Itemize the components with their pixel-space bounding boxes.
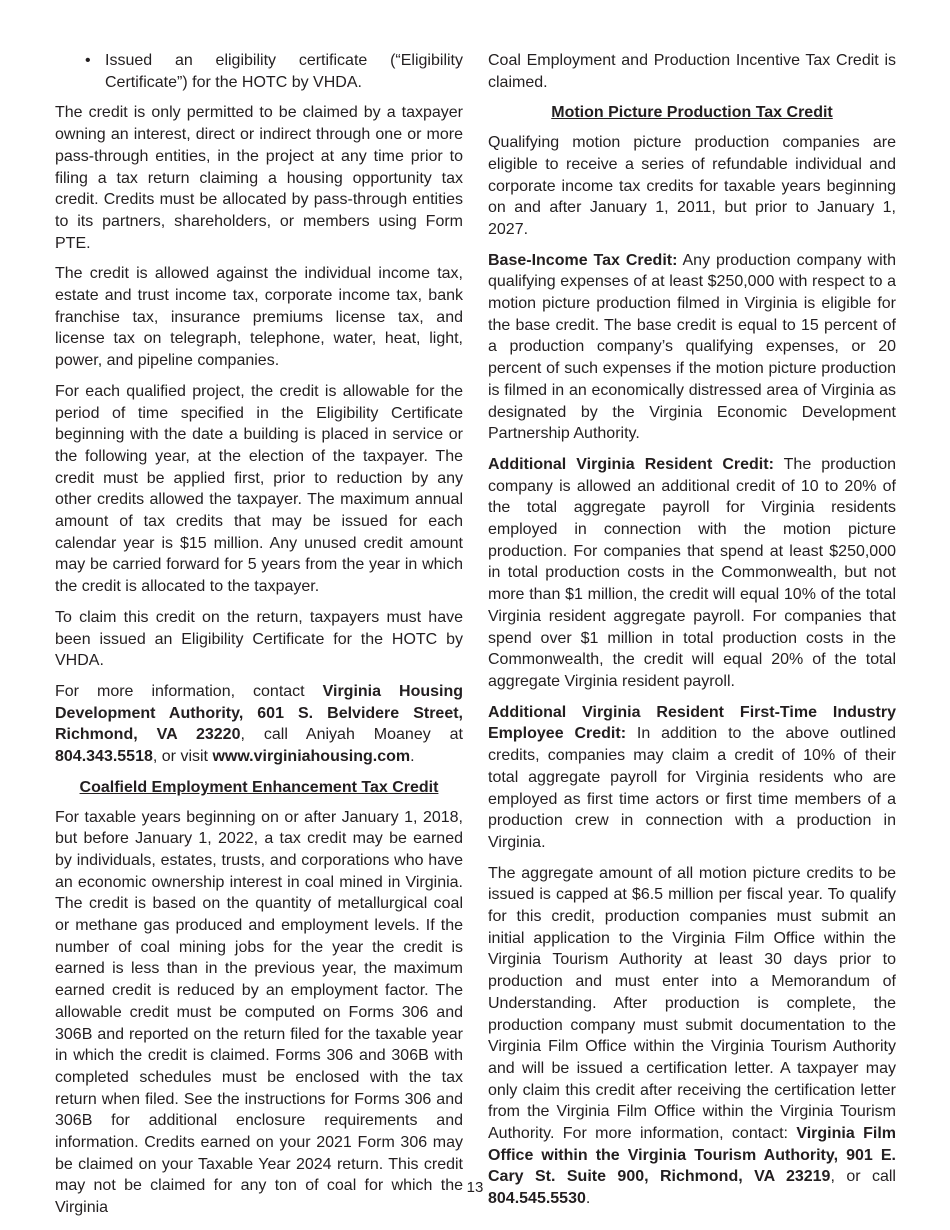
bullet-icon: • [85, 52, 91, 69]
text-run: Issued an eligibility certificate (“Eligibility Certificate”) for the HOTC by VHDA. [105, 52, 463, 91]
left-column [55, 50, 463, 1228]
paragraph [488, 250, 896, 445]
paragraph [55, 381, 463, 598]
text-run: . [585, 1190, 591, 1208]
paragraph [55, 607, 463, 672]
text-run: . [410, 748, 415, 766]
text-run: The aggregate amount of all motion picture credits to be issued is capped at $6.5 million per fiscal year. To qualify for this credit, production companies must submit an initial application to the Virginia Film Office within the Virginia Tourism Authority at least 30 days prior to production and must enter into a Memorandum of Understanding. After production is complete, the production company must submit documentation to the Virginia Film Office within the Virginia Tourism Authority and will be issued a certification letter. A taxpayer may only claim this credit after receiving the certification letter from the Virginia Film Office within the Virginia Tourism Authority. For more information, contact: [488, 864, 896, 1143]
paragraph [488, 863, 896, 1210]
paragraph [488, 132, 896, 241]
section-heading [488, 102, 896, 124]
section-heading [55, 777, 463, 799]
bold-text: Virginia Film Office within the Virginia Tourism Authority, 901 E. Cary St. Suite 900, Richmond, VA 23219 [488, 1125, 896, 1186]
text-run: For more information, contact [55, 682, 323, 700]
paragraph [55, 263, 463, 372]
text-run: Any production company with qualifying expenses of at least $250,000 with respect to a motion picture production filmed in Virginia is eligible for the base credit. The base credit is equal to 15 percent of a production company’s qualifying expenses, or 20 percent of such expenses if the motion picture production is filmed in an economically distressed area of Virginia as designated by the Virginia Economic Development Partnership Authority. [488, 251, 897, 443]
text-run: , or call [830, 1168, 896, 1186]
right-column [488, 50, 896, 1219]
paragraph [55, 102, 463, 254]
bullet-item [85, 50, 463, 93]
text-run: The production company is allowed an additional credit of 10 to 20% of the total aggregate payroll for Virginia residents employed in connection with the motion picture production. For companies that spend at least $250,000 in total production costs in the Commonwealth, but not more than $1 million, the credit will equal 10% of the total Virginia resident aggregate payroll. For companies that spend over $1 million in total production costs in the Commonwealth, the credit will equal 20% of the total aggregate Virginia resident payroll. [488, 455, 896, 690]
bold-text: 804.343.5518 [55, 748, 153, 766]
text-run: For each qualified project, the credit is allowable for the period of time specified in the Eligibility Certificate beginning with the date a building is placed in service or the following year, at the election of the taxpayer. The credit must be applied first, prior to reduction by any other credits allowed the taxpayer. The maximum annual amount of tax credits that may be issued for each calendar year is $15 million. Any unused credit amount may be carried forward for 5 years from the year in which the credit is allocated to the taxpayer. [55, 382, 463, 596]
paragraph [488, 50, 896, 93]
bold-text: www.virginiahousing.com [212, 748, 411, 766]
paragraph [55, 807, 463, 1219]
bold-text: Additional Virginia Resident Credit: [488, 455, 774, 473]
text-run: , or visit [152, 748, 213, 766]
paragraph [488, 454, 896, 693]
text-run: Motion Picture Production Tax Credit [551, 104, 833, 122]
bullet-text [105, 50, 463, 93]
bold-text: Additional Virginia Resident First-Time Industry Employee Credit: [488, 703, 896, 743]
bold-text: Virginia Housing Development Authority, 601 S. Belvidere Street, Richmond, VA 23220 [55, 682, 464, 744]
text-run: The credit is only permitted to be claimed by a taxpayer owning an interest, direct or indirect through one or more pass-through entities, in the project at any time prior to filing a tax return claiming a housing opportunity tax credit. Credits must be allocated by pass-through entities to its partners, shareholders, or members using Form PTE. [55, 104, 463, 252]
text-run: To claim this credit on the return, taxpayers must have been issued an Eligibility Certificate for the HOTC by VHDA. [55, 608, 463, 670]
text-run: Qualifying motion picture production companies are eligible to receive a series of refundable individual and corporate income tax credits for taxable years beginning on and after January 1, 2011, but prior to January 1, 2027. [488, 134, 896, 238]
text-run: The credit is allowed against the individual income tax, estate and trust income tax, corporate income tax, bank franchise tax, insurance premiums license tax, and license tax on telegraph, telephone, water, heat, light, power, and pipeline companies. [55, 265, 463, 370]
bold-text: 804.545.5530 [488, 1190, 586, 1208]
page-number: 13 [466, 1179, 484, 1196]
text-run: In addition to the above outlined credits, companies may claim a credit of 10% of their total aggregate payroll for Virginia residents who are employed as first time actors or first time members of a production crew in connection with a production in Virginia. [488, 725, 896, 851]
text-run: For taxable years beginning on or after January 1, 2018, but before January 1, 2022, a tax credit may be earned by individuals, estates, trusts, and corporations who have an economic ownership interest in coal mined in Virginia. The credit is based on the quantity of metallurgical coal or methane gas produced and employment levels. If the number of coal mining jobs for the year the credit is earned is less than in the previous year, the maximum earned credit is reduced by an employment factor. The allowable credit must be computed on Forms 306 and 306B and reported on the return filed for the taxable year in which the credit is claimed. Forms 306 and 306B with completed schedules must be enclosed with the tax return when filed. See the instructions for Forms 306 and 306B for additional enclosure requirements and information. Credits earned on your 2021 Form 306 may be claimed on your Taxable Year 2024 return. This credit may not be claimed for any ton of coal for which the Virginia [55, 808, 463, 1217]
text-run: , call Aniyah Moaney at [240, 726, 463, 744]
paragraph [55, 681, 463, 768]
paragraph [488, 702, 896, 854]
text-run: Coal Employment and Production Incentive Tax Credit is claimed. [488, 52, 896, 91]
bold-text: Base-Income Tax Credit: [488, 251, 678, 269]
text-run: Coalfield Employment Enhancement Tax Credit [79, 778, 439, 796]
